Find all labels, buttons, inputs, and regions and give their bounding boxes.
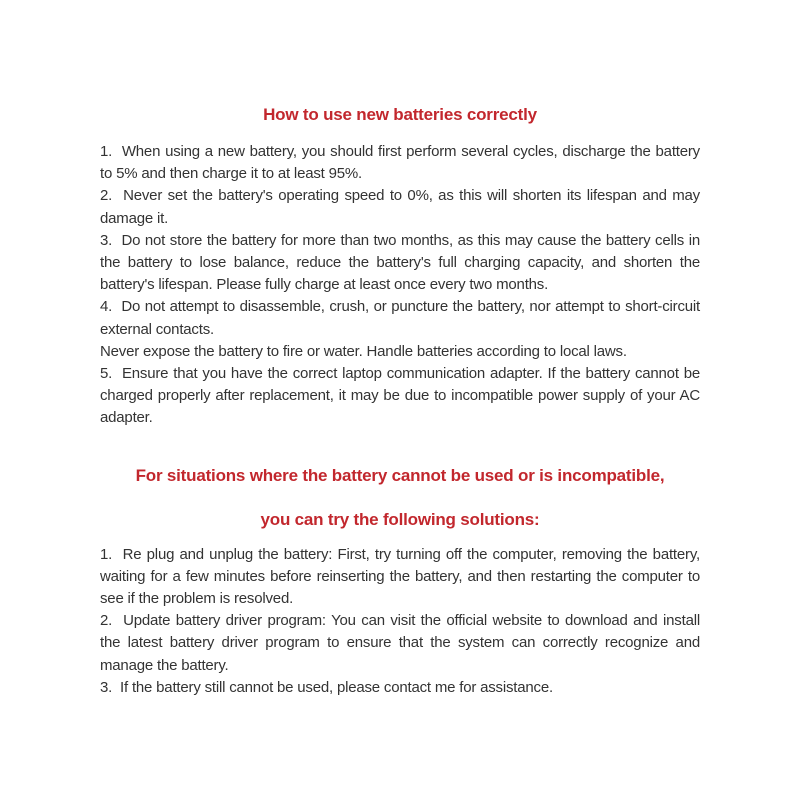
troubleshooting-heading-line-1: For situations where the battery cannot be used or is incompatible, (135, 465, 665, 485)
instruction-item: 2. Never set the battery's operating speed to 0%, as this will shorten its lifespan and may damage it. (100, 187, 700, 227)
troubleshooting-section (100, 544, 700, 699)
battery-instructions-document (100, 0, 700, 699)
troubleshooting-heading-line-2: you can try the following solutions: (260, 509, 540, 529)
instruction-item: 5. Ensure that you have the correct laptop communication adapter. If the battery cannot be charged properly after replacement, it may be due to incompatible power supply of your AC adapter. (100, 365, 700, 427)
instruction-item: 3. Do not store the battery for more than two months, as this may cause the battery cells in the battery to lose balance, reduce the battery's full charging capacity, and shorten the battery's lifespan. Please fully charge at least once every two months. (100, 231, 700, 294)
main-title: How to use new batteries correctly (263, 105, 537, 124)
solution-item: 1. Re plug and unplug the battery: First, try turning off the computer, removing the battery, waiting for a few minutes before reinserting the battery, and then restarting the computer to see if the problem is resolved. (100, 545, 700, 608)
instruction-item: Never expose the battery to fire or water. Handle batteries according to local laws. (100, 342, 627, 360)
solution-item: 3. If the battery still cannot be used, please contact me for assistance. (100, 678, 553, 696)
usage-instructions-section (100, 141, 700, 430)
instruction-item: 1. When using a new battery, you should first perform several cycles, discharge the battery to 5% and then charge it to at least 95%. (100, 143, 700, 183)
instruction-item: 4. Do not attempt to disassemble, crush, or puncture the battery, nor attempt to short-circuit external contacts. (100, 298, 700, 338)
solution-item: 2. Update battery driver program: You can visit the official website to download and install the latest battery driver program to ensure that the system can correctly recognize and manage the battery. (100, 612, 700, 674)
